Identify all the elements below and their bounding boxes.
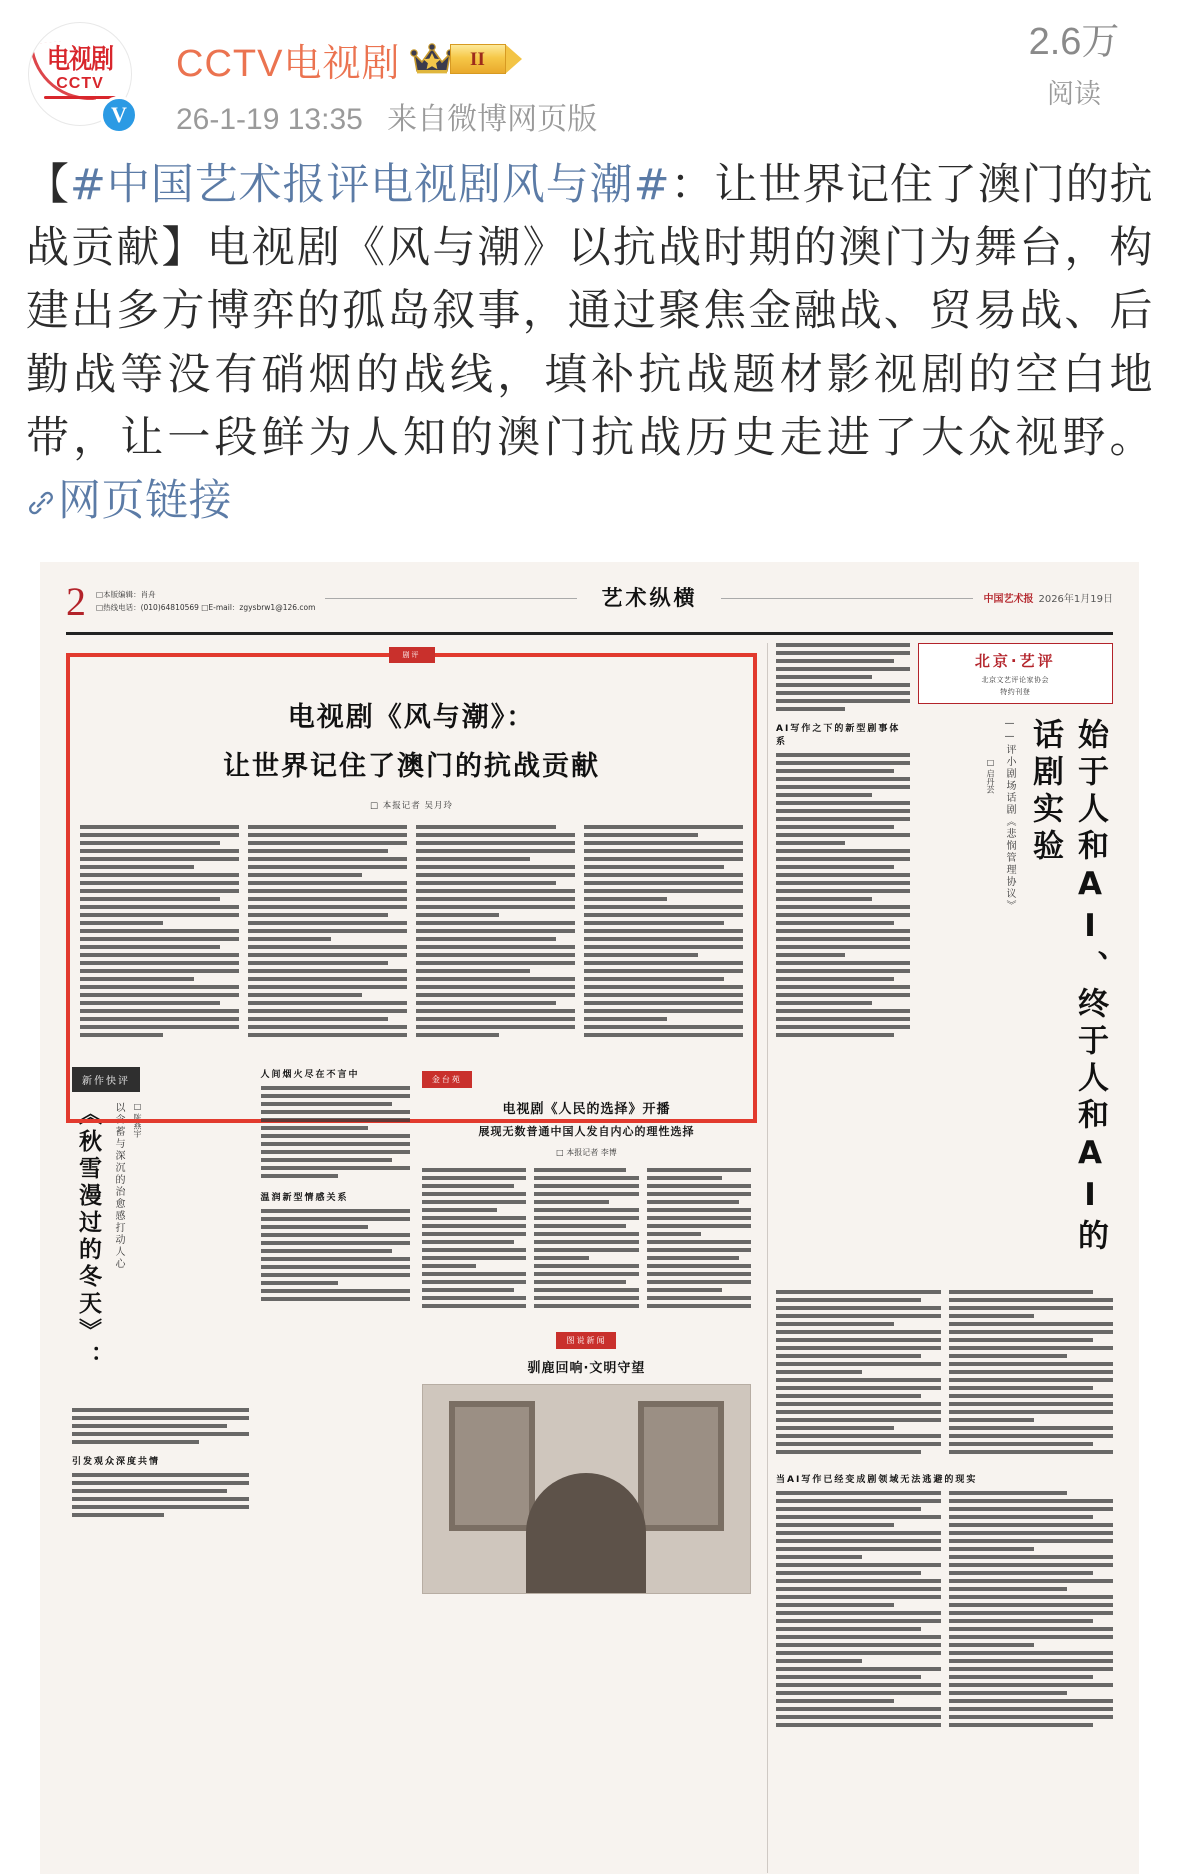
feature-vertical-subtitle: 以含蓄与深沉的治愈感打动人心 xyxy=(113,1102,124,1271)
bracket-open: 【 xyxy=(26,160,70,210)
feature-subhead-2: 人间烟火尽在不言中 xyxy=(260,1070,360,1081)
mid-article-head2: 展现无数普通中国人发自内心的理性选择 xyxy=(478,1125,695,1139)
lead-article-title xyxy=(66,643,757,783)
post-timestamp: 26-1-19 13:35 xyxy=(176,103,363,136)
mid-article xyxy=(422,1067,751,1594)
avatar-logo-cctv: CCTV xyxy=(56,75,104,92)
right-vertical-subtitle: ——评小剧场话剧《悲悯管理协议》 xyxy=(1004,718,1015,913)
right-bottom-head: 当AI写作已经变成剧领域无法逃避的现实 xyxy=(776,1475,978,1486)
post-text xyxy=(26,154,1153,536)
masthead-credits xyxy=(96,584,315,614)
post-header xyxy=(0,0,1179,140)
body-column xyxy=(248,825,407,1041)
vip-badge[interactable] xyxy=(410,39,522,79)
avatar[interactable] xyxy=(28,22,136,130)
body-column xyxy=(416,825,575,1041)
read-count-value: 2.6万 xyxy=(1028,21,1120,63)
mid-article-tag: 金台苑 xyxy=(422,1071,472,1088)
feature-article-columns xyxy=(261,1067,410,1594)
credit-editor: □本版编辑：肖舟 xyxy=(96,590,156,600)
body-column xyxy=(80,825,239,1041)
credit-contact: □热线电话：(010)64810569 □E-mail：zgysbrw1@126.com xyxy=(96,603,316,613)
beijing-box-line1: 北京文艺评论家协会 xyxy=(981,676,1050,685)
vip-level-plate xyxy=(450,44,506,74)
newspaper-left-region xyxy=(66,643,757,1873)
link-chain-icon xyxy=(26,473,56,536)
verified-v-icon[interactable] xyxy=(100,96,138,134)
bracket-close: 】 xyxy=(161,223,207,274)
avatar-logo-cn: 电视剧 xyxy=(47,44,113,75)
publish-date: 2026年1月19日 xyxy=(1038,594,1114,606)
beijing-box-title: 北京·艺评 xyxy=(974,652,1056,671)
lead-article-byline: □ 本报记者 吴月玲 xyxy=(370,801,453,812)
newspaper-page xyxy=(40,562,1139,1874)
lead-article-body xyxy=(66,811,757,1041)
mid-article-byline: □ 本报记者 李博 xyxy=(556,1148,617,1158)
lead-title-line2: 让世界记住了澳门的抗战贡献 xyxy=(223,751,600,783)
article-kicker: 剧评 xyxy=(389,647,435,663)
section-title: 艺术纵横 xyxy=(601,586,698,611)
lower-left-region xyxy=(66,1067,757,1594)
feature-vertical-title: 《秋雪漫过的冬天》： xyxy=(75,1102,101,1373)
crown-icon xyxy=(410,42,454,76)
right-subhead: AI写作之下的新型剧事体系 xyxy=(776,724,901,748)
feature-article-vertical xyxy=(72,1067,249,1594)
verified-mark: V xyxy=(111,102,127,127)
hashtag-link[interactable]: #中国艺术报评电视剧风与潮# xyxy=(69,160,671,210)
newspaper-masthead xyxy=(66,579,1114,630)
photo-figure-silhouette xyxy=(526,1473,646,1593)
masthead-rule-left xyxy=(325,598,577,599)
photo-news-block xyxy=(422,1328,751,1594)
masthead-rule-right xyxy=(721,598,973,599)
right-vertical-title: 始于人和AI、终于人和AI的话剧实验 xyxy=(1027,718,1108,1257)
feature-subhead-1: 引发观众深度共情 xyxy=(72,1457,161,1468)
newspaper-brand xyxy=(983,584,1113,605)
feature-badge: 新作快评 xyxy=(72,1067,140,1092)
read-count-label: 阅读 xyxy=(1047,78,1101,109)
newspaper-columns xyxy=(66,643,1113,1873)
vip-level-label: II xyxy=(470,48,485,70)
headline-tail: ：让世界记住了澳门的抗战贡献 xyxy=(26,160,1154,274)
lead-title-line1: 电视剧《风与潮》： xyxy=(287,702,536,734)
mid-article-head1: 电视剧《人民的选择》开播 xyxy=(502,1102,671,1118)
photo-image xyxy=(422,1384,751,1594)
photo-frame-right xyxy=(638,1401,724,1531)
photo-block-caption: 驯鹿回响·文明守望 xyxy=(527,1361,646,1377)
post-source[interactable]: 来自微博网页版 xyxy=(387,103,598,136)
beijing-box-line2: 特约刊登 xyxy=(1000,688,1031,697)
newspaper-right-region xyxy=(767,643,1113,1873)
photo-block-tag: 图说新闻 xyxy=(556,1332,616,1349)
body-column xyxy=(584,825,743,1041)
right-vertical-author: □ 启丹芸 xyxy=(986,758,995,794)
chevron-right-icon xyxy=(505,44,522,74)
post-image-newspaper-scan[interactable] xyxy=(40,562,1139,1874)
read-count-block xyxy=(999,22,1149,111)
page-number: 2 xyxy=(66,579,86,625)
brand-name: 中国艺术报 xyxy=(983,594,1034,606)
photo-frame-left xyxy=(449,1401,535,1531)
masthead-divider xyxy=(66,632,1113,635)
web-link-label: 网页链接 xyxy=(58,476,232,527)
author-name[interactable]: CCTV电视剧 xyxy=(176,42,401,85)
beijing-review-box xyxy=(918,643,1113,704)
web-link[interactable] xyxy=(26,476,232,526)
post-body: 电视剧《风与潮》以抗战时期的澳门为舞台，构建出多方博弈的孤岛叙事，通过聚焦金融战、贸易战、后勤战等没有硝烟的战线，填补抗战题材影视剧的空白地带，让一段鲜为人知的澳门抗战历史走进了大众视野。 xyxy=(26,223,1154,463)
feature-author: □ 陈燕宇 xyxy=(133,1102,142,1138)
avatar-logo-underline xyxy=(44,96,116,99)
feature-subhead-3: 温润新型情感关系 xyxy=(260,1193,349,1204)
